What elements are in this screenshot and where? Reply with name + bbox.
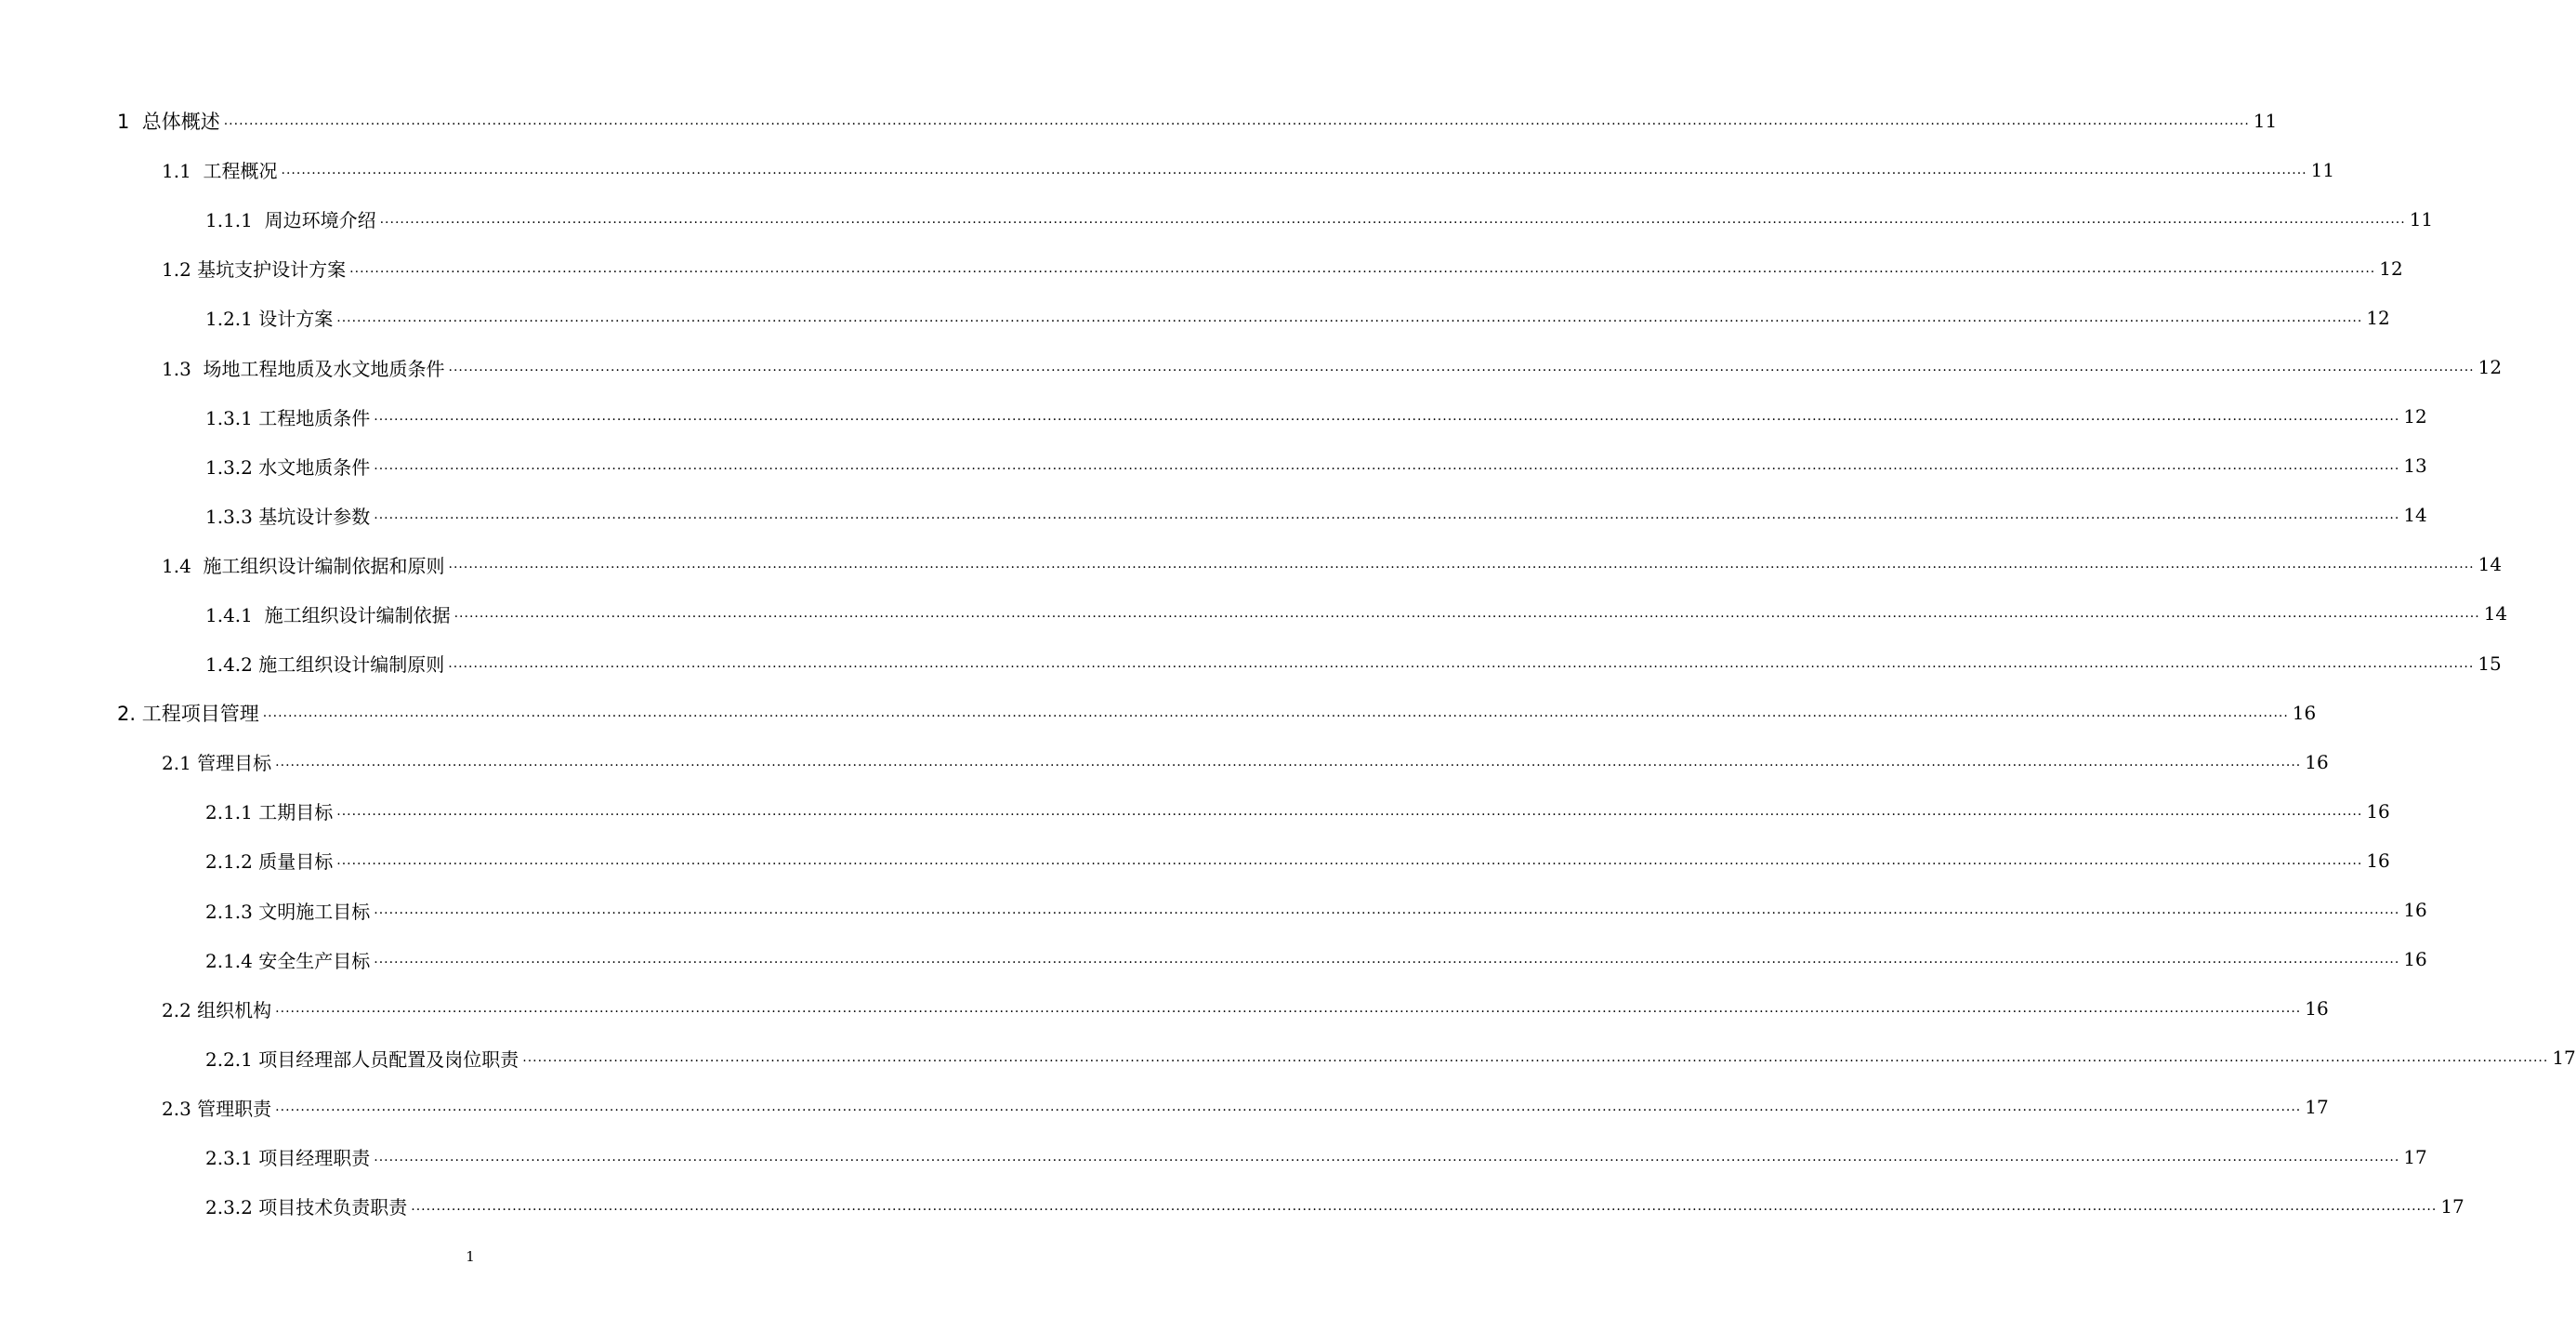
toc-entry[interactable]	[162, 540, 2503, 589]
toc-dot-leader: ................................................................................................................................................................................................................................................................................................................................................................................................................	[349, 260, 2376, 276]
toc-entry-title: 2.1.2 质量目标	[205, 850, 334, 874]
toc-entry-page: 12	[2379, 257, 2403, 280]
toc-entry-page: 17	[2403, 1145, 2427, 1168]
toc-entry-page: 17	[2305, 1096, 2329, 1119]
toc-dot-leader: ................................................................................................................................................................................................................................................................................................................................................................................................................	[374, 458, 2400, 474]
toc-entry[interactable]	[205, 392, 2427, 441]
toc-entry[interactable]	[205, 836, 2390, 885]
page-number: 1	[466, 1248, 475, 1265]
toc-entry-page: 16	[2366, 849, 2390, 872]
toc-entry[interactable]	[205, 786, 2390, 836]
toc-entry[interactable]	[205, 441, 2427, 491]
toc-entry-page: 16	[2292, 701, 2317, 724]
toc-entry-page: 16	[2366, 799, 2390, 823]
toc-entry-title: 2.3.2 项目技术负责职责	[205, 1196, 408, 1219]
table-of-contents	[0, 96, 2576, 1231]
toc-entry[interactable]	[162, 984, 2329, 1034]
toc-dot-leader: ................................................................................................................................................................................................................................................................................................................................................................................................................	[374, 952, 2400, 968]
toc-entry-page: 16	[2403, 899, 2427, 922]
toc-entry-title: 1.4 施工组织设计编制依据和原则	[162, 554, 445, 577]
toc-entry-page: 11	[2409, 207, 2434, 230]
toc-entry-title: 1 总体概述	[117, 110, 220, 133]
toc-entry-title: 2.3 管理职责	[162, 1097, 272, 1120]
toc-dot-leader: ................................................................................................................................................................................................................................................................................................................................................................................................................	[411, 1198, 2438, 1214]
toc-entry-title: 1.3.1 工程地质条件	[205, 406, 371, 429]
toc-dot-leader: ................................................................................................................................................................................................................................................................................................................................................................................................................	[379, 211, 2406, 227]
toc-entry-title: 2.2 组织机构	[162, 998, 272, 1021]
toc-entry[interactable]	[205, 293, 2390, 342]
toc-entry[interactable]	[205, 1132, 2427, 1181]
toc-dot-leader: ................................................................................................................................................................................................................................................................................................................................................................................................................	[275, 1100, 2302, 1115]
toc-entry-page: 17	[2440, 1194, 2464, 1218]
toc-entry[interactable]	[162, 737, 2329, 786]
toc-entry-title: 1.3.2 水文地质条件	[205, 455, 371, 479]
toc-entry-page: 12	[2403, 405, 2427, 428]
toc-dot-leader: ................................................................................................................................................................................................................................................................................................................................................................................................................	[374, 507, 2400, 523]
toc-entry-title: 1.4.2 施工组织设计编制原则	[205, 653, 445, 677]
toc-dot-leader: ................................................................................................................................................................................................................................................................................................................................................................................................................	[448, 557, 2475, 573]
toc-dot-leader: ................................................................................................................................................................................................................................................................................................................................................................................................................	[448, 655, 2475, 671]
toc-entry-title: 1.1 工程概况	[162, 160, 278, 183]
toc-entry-page: 14	[2477, 553, 2503, 576]
toc-entry-title: 2.3.1 项目经理职责	[205, 1147, 371, 1170]
toc-entry-page: 16	[2305, 750, 2329, 773]
toc-dot-leader: ................................................................................................................................................................................................................................................................................................................................................................................................................	[374, 1149, 2400, 1165]
toc-entry[interactable]	[162, 244, 2403, 293]
toc-entry-title: 2.1.3 文明施工目标	[205, 900, 371, 923]
toc-entry-title: 2.2.1 项目经理部人员配置及岗位职责	[205, 1047, 519, 1071]
toc-entry[interactable]	[205, 639, 2502, 688]
toc-entry-page: 16	[2305, 997, 2329, 1021]
toc-dot-leader: ................................................................................................................................................................................................................................................................................................................................................................................................................	[275, 754, 2302, 770]
toc-entry-title: 2.1.1 工期目标	[205, 801, 334, 824]
toc-dot-leader: ................................................................................................................................................................................................................................................................................................................................................................................................................	[336, 309, 2363, 325]
toc-entry-title: 1.3.3 基坑设计参数	[205, 505, 371, 528]
toc-dot-leader: ................................................................................................................................................................................................................................................................................................................................................................................................................	[336, 852, 2363, 868]
toc-dot-leader: ................................................................................................................................................................................................................................................................................................................................................................................................................	[262, 705, 2289, 720]
toc-entry[interactable]	[117, 688, 2317, 737]
toc-entry-title: 1.2 基坑支护设计方案	[162, 258, 347, 282]
toc-entry-page: 17	[2552, 1047, 2576, 1070]
toc-dot-leader: ................................................................................................................................................................................................................................................................................................................................................................................................................	[374, 409, 2400, 425]
toc-entry-title: 2.1 管理目标	[162, 752, 272, 775]
toc-dot-leader: ................................................................................................................................................................................................................................................................................................................................................................................................................	[336, 803, 2363, 819]
toc-entry[interactable]	[205, 1181, 2464, 1231]
toc-entry[interactable]	[162, 1083, 2329, 1132]
toc-entry-page: 11	[2253, 109, 2278, 132]
toc-dot-leader: ................................................................................................................................................................................................................................................................................................................................................................................................................	[453, 606, 2480, 622]
toc-entry-page: 15	[2477, 652, 2502, 675]
toc-entry[interactable]	[162, 145, 2335, 194]
toc-dot-leader: ................................................................................................................................................................................................................................................................................................................................................................................................................	[223, 112, 2250, 128]
toc-entry-page: 14	[2403, 504, 2427, 527]
toc-entry[interactable]	[205, 194, 2434, 244]
toc-entry[interactable]	[162, 342, 2503, 391]
toc-entry-title: 2.1.4 安全生产目标	[205, 949, 371, 972]
toc-entry[interactable]	[205, 886, 2427, 935]
toc-dot-leader: ................................................................................................................................................................................................................................................................................................................................................................................................................	[374, 902, 2400, 918]
toc-dot-leader: ................................................................................................................................................................................................................................................................................................................................................................................................................	[281, 162, 2307, 178]
toc-entry-page: 12	[2366, 306, 2390, 329]
toc-entry[interactable]	[117, 96, 2278, 145]
toc-dot-leader: ................................................................................................................................................................................................................................................................................................................................................................................................................	[448, 360, 2475, 375]
toc-entry-page: 11	[2310, 158, 2335, 181]
toc-entry-page: 16	[2403, 948, 2427, 971]
toc-entry-title: 1.1.1 周边环境介绍	[205, 209, 376, 232]
toc-entry[interactable]	[205, 589, 2508, 639]
toc-entry[interactable]	[205, 491, 2427, 540]
toc-entry-page: 14	[2483, 602, 2508, 625]
toc-entry-title: 1.4.1 施工组织设计编制依据	[205, 603, 451, 626]
toc-entry-page: 13	[2403, 454, 2427, 478]
toc-entry[interactable]	[205, 1034, 2576, 1083]
toc-entry-title: 2. 工程项目管理	[117, 702, 259, 725]
toc-entry-page: 12	[2477, 356, 2503, 379]
toc-entry-title: 1.3 场地工程地质及水文地质条件	[162, 357, 445, 380]
toc-entry[interactable]	[205, 935, 2427, 984]
toc-dot-leader: ................................................................................................................................................................................................................................................................................................................................................................................................................	[275, 1001, 2302, 1017]
toc-dot-leader: ................................................................................................................................................................................................................................................................................................................................................................................................................	[522, 1050, 2549, 1066]
toc-entry-title: 1.2.1 设计方案	[205, 308, 334, 331]
